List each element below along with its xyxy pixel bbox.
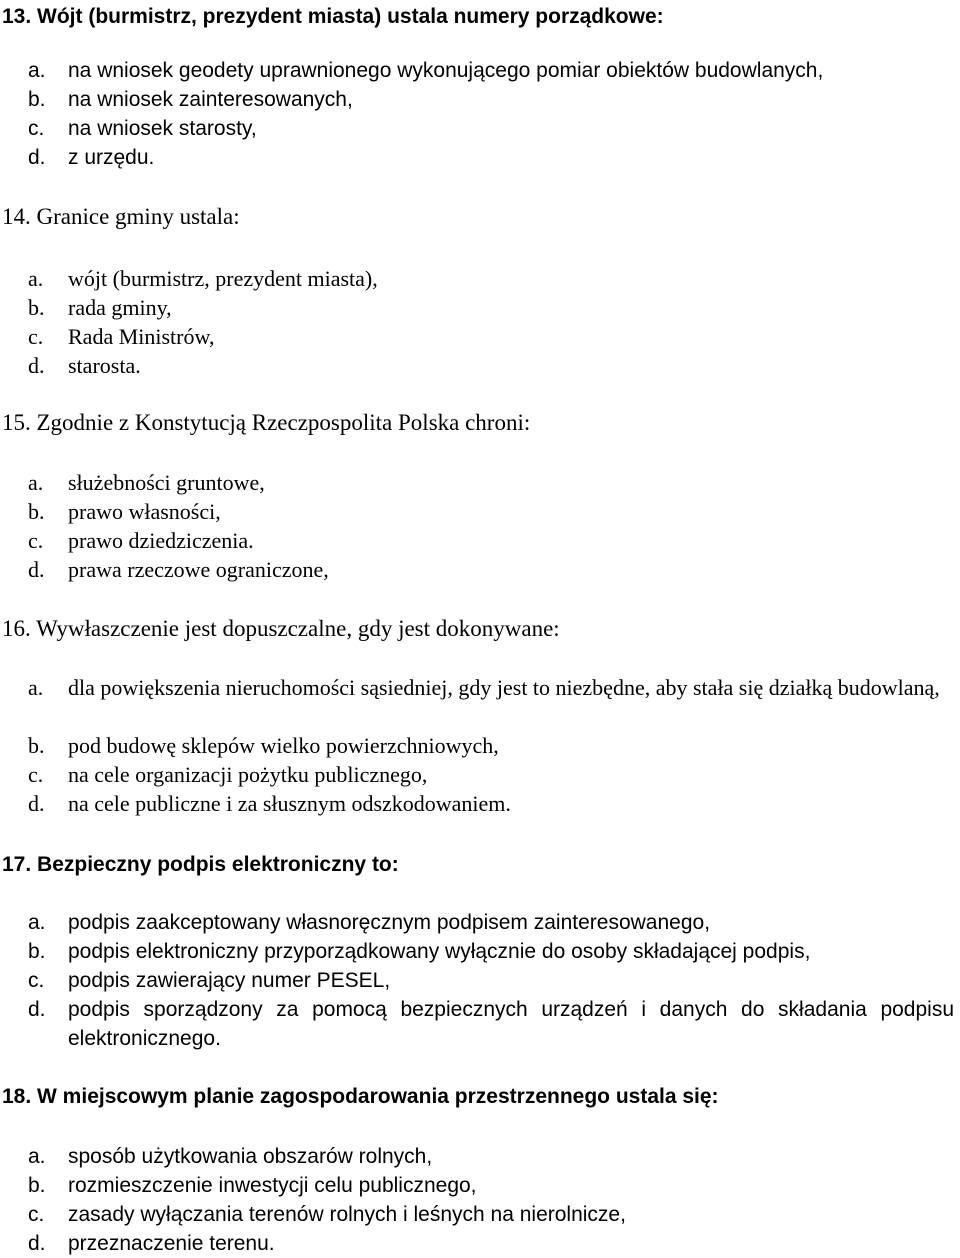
option-letter: a. bbox=[28, 266, 44, 291]
option-text: podpis elektroniczny przyporządkowany wyłącznie do osoby składającej podpis, bbox=[68, 940, 811, 963]
question-title: 17. Bezpieczny podpis elektroniczny to: bbox=[2, 853, 399, 876]
option-letter: c. bbox=[28, 528, 44, 553]
option-letter: d. bbox=[28, 998, 46, 1021]
option-text: pod budowę sklepów wielko powierzchniowych, bbox=[68, 733, 499, 758]
option-letter: c. bbox=[28, 324, 44, 349]
option-letter: a. bbox=[28, 470, 44, 495]
option-text: starosta. bbox=[68, 353, 141, 378]
option-letter: c. bbox=[28, 762, 44, 787]
option-letter: b. bbox=[28, 733, 45, 758]
option-text: rozmieszczenie inwestycji celu publicznego, bbox=[68, 1174, 477, 1197]
question-title: 14. Granice gminy ustala: bbox=[2, 204, 240, 229]
option-letter: c. bbox=[28, 969, 45, 992]
option-text: przeznaczenie terenu. bbox=[68, 1232, 275, 1255]
option-text: na cele organizacji pożytku publicznego, bbox=[68, 762, 428, 787]
option-text: podpis zawierający numer PESEL, bbox=[68, 969, 391, 992]
option-letter: b. bbox=[28, 499, 45, 524]
option-letter: d. bbox=[28, 791, 45, 816]
option-letter: d. bbox=[28, 557, 45, 582]
option-text: na wniosek zainteresowanych, bbox=[68, 88, 353, 111]
option-text: wójt (burmistrz, prezydent miasta), bbox=[68, 266, 378, 291]
option-text: rada gminy, bbox=[68, 295, 172, 320]
option-text: na cele publiczne i za słusznym odszkodowaniem. bbox=[68, 791, 511, 816]
option-text: zasady wyłączania terenów rolnych i leśnych na nierolnicze, bbox=[68, 1203, 626, 1226]
question-title: 18. W miejscowym planie zagospodarowania przestrzennego ustala się: bbox=[2, 1085, 719, 1108]
question-title: 15. Zgodnie z Konstytucją Rzeczpospolita Polska chroni: bbox=[2, 410, 531, 435]
option-letter: b. bbox=[28, 88, 46, 111]
option-text: prawo dziedziczenia. bbox=[68, 528, 254, 553]
option-letter: a. bbox=[28, 1145, 46, 1168]
option-text: sposób użytkowania obszarów rolnych, bbox=[68, 1145, 433, 1168]
option-text: prawa rzeczowe ograniczone, bbox=[68, 557, 329, 582]
option-text: na wniosek starosty, bbox=[68, 117, 257, 140]
option-letter: c. bbox=[28, 117, 45, 140]
option-text: na wniosek geodety uprawnionego wykonującego pomiar obiektów budowlanych, bbox=[68, 59, 824, 82]
option-text: Rada Ministrów, bbox=[68, 324, 215, 349]
question-title: 16. Wywłaszczenie jest dopuszczalne, gdy jest dokonywane: bbox=[2, 616, 560, 641]
option-letter: c. bbox=[28, 1203, 45, 1226]
option-text: dla powiększenia nieruchomości sąsiedniej, gdy jest to niezbędne, aby stała się działką budowlaną, bbox=[68, 675, 940, 700]
option-letter: b. bbox=[28, 295, 45, 320]
option-letter: d. bbox=[28, 146, 46, 169]
option-text: służebności gruntowe, bbox=[68, 470, 265, 495]
option-letter: a. bbox=[28, 675, 44, 700]
option-letter: d. bbox=[28, 353, 45, 378]
option-letter: b. bbox=[28, 940, 46, 963]
option-letter: a. bbox=[28, 59, 46, 82]
option-text: podpis sporządzony za pomocą bezpiecznych urządzeń i danych do składania podpisu elektronicznego. bbox=[68, 998, 954, 1050]
option-letter: d. bbox=[28, 1232, 46, 1255]
option-text: prawo własności, bbox=[68, 499, 221, 524]
option-letter: a. bbox=[28, 911, 46, 934]
option-text: podpis zaakceptowany własnoręcznym podpisem zainteresowanego, bbox=[68, 911, 711, 934]
option-letter: b. bbox=[28, 1174, 46, 1197]
option-text: z urzędu. bbox=[68, 146, 155, 169]
question-title: 13. Wójt (burmistrz, prezydent miasta) ustala numery porządkowe: bbox=[2, 5, 664, 28]
